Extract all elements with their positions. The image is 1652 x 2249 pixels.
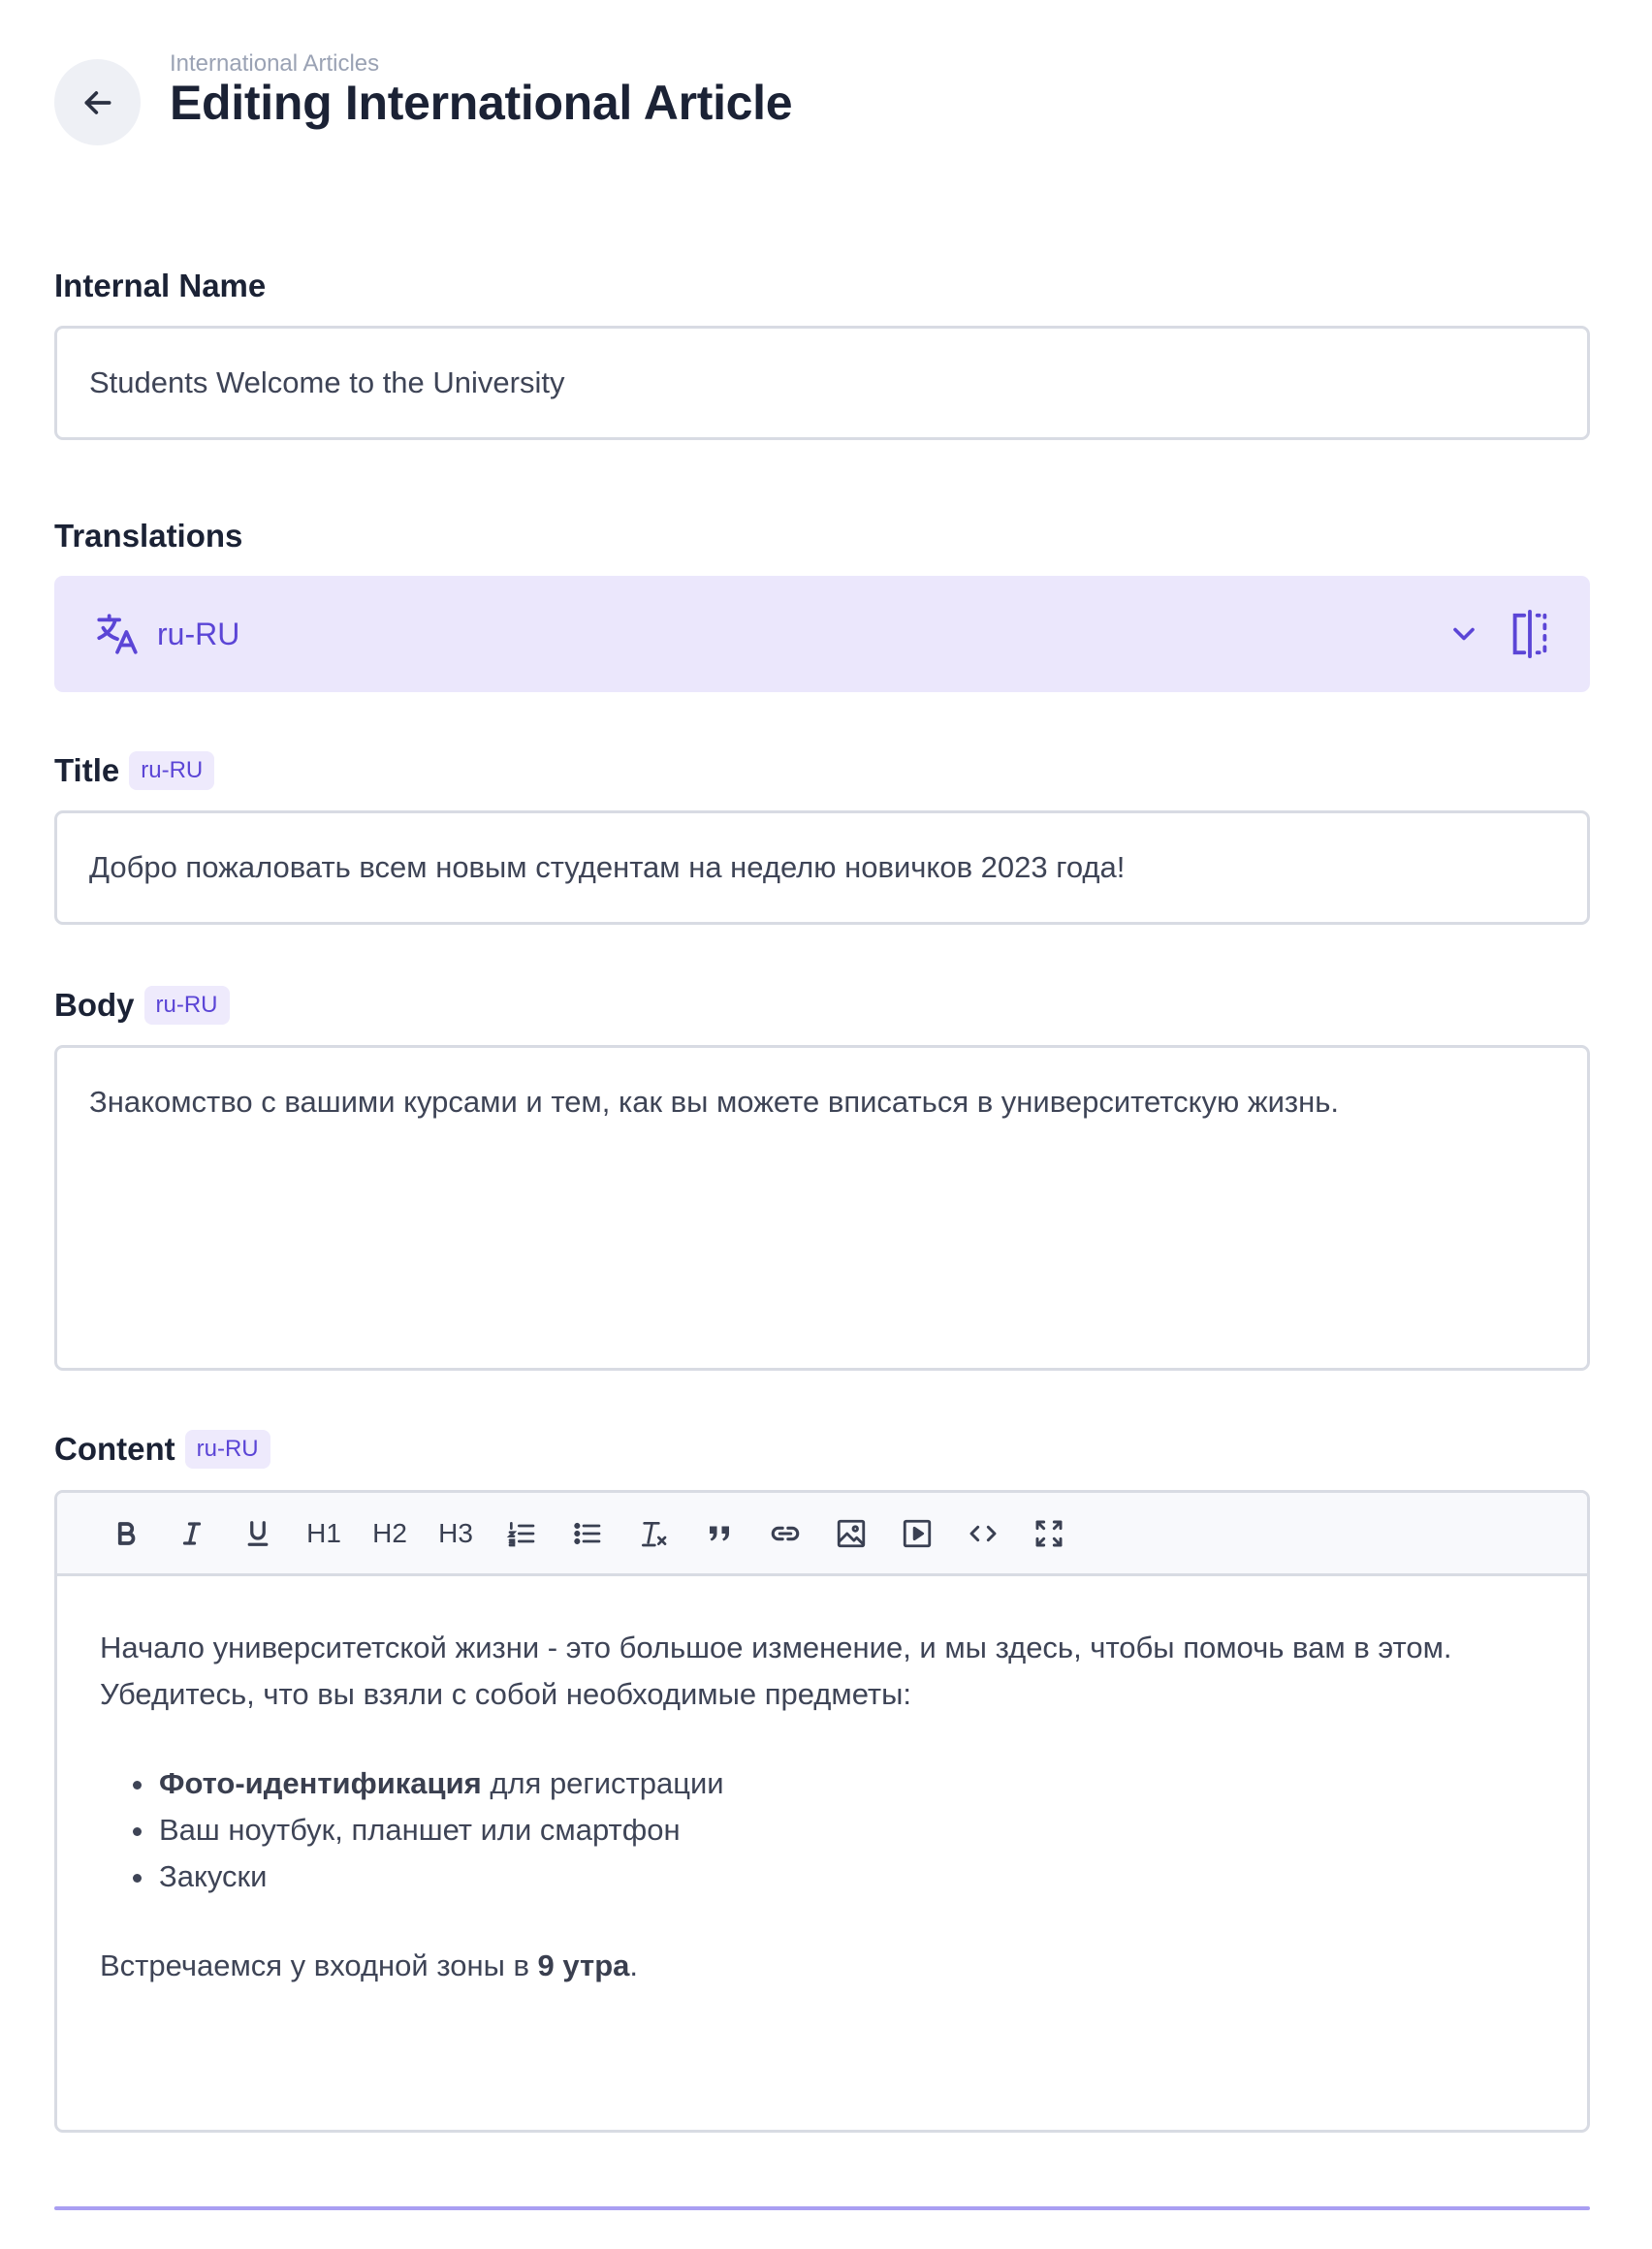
internal-name-input[interactable] xyxy=(54,326,1590,440)
translate-icon xyxy=(93,610,142,658)
body-textarea[interactable] xyxy=(54,1045,1590,1371)
body-label xyxy=(54,986,230,1025)
italic-button[interactable] xyxy=(162,1505,222,1563)
internal-name-label-text: Internal Name xyxy=(54,268,267,303)
content-editor xyxy=(54,1490,1590,2133)
underline-button[interactable] xyxy=(228,1505,288,1563)
list-item: Ваш ноутбук, планшет или смартфон xyxy=(133,1807,1529,1853)
internal-name-label xyxy=(54,268,266,304)
link-button[interactable] xyxy=(755,1505,815,1563)
title-label-text: Title xyxy=(54,752,120,788)
ordered-list-icon xyxy=(506,1518,537,1549)
italic-icon xyxy=(177,1519,206,1548)
code-icon xyxy=(968,1518,999,1549)
video-button[interactable] xyxy=(887,1505,947,1563)
list-item-bold: Фото-идентификация xyxy=(159,1766,482,1800)
image-icon xyxy=(835,1517,868,1550)
translations-label-text: Translations xyxy=(54,518,243,554)
closing-bold-time: 9 утра xyxy=(537,1948,630,1982)
page-header xyxy=(54,48,1605,145)
code-button[interactable] xyxy=(953,1505,1013,1563)
page-title: Editing International Article xyxy=(170,76,793,130)
bullet-list-button[interactable] xyxy=(557,1505,618,1563)
locale-badge: ru-RU xyxy=(144,986,230,1025)
list-item-text: для регистрации xyxy=(481,1766,724,1800)
list-item: Закуски xyxy=(133,1853,1529,1900)
clear-format-icon xyxy=(638,1518,669,1549)
translations-label xyxy=(54,518,242,554)
clear-format-button[interactable] xyxy=(623,1505,683,1563)
split-view-icon[interactable] xyxy=(1509,610,1551,658)
title-label xyxy=(54,751,214,790)
breadcrumb[interactable]: International Articles xyxy=(170,50,380,77)
body-label-text: Body xyxy=(54,987,135,1023)
arrow-left-icon xyxy=(79,83,117,122)
heading1-button[interactable]: H1 xyxy=(306,1517,341,1548)
closing-text: Встречаемся у входной зоны в xyxy=(100,1948,538,1982)
content-list xyxy=(133,1760,1529,1900)
link-icon xyxy=(769,1517,802,1550)
heading2-button[interactable]: H2 xyxy=(372,1517,407,1548)
content-closing xyxy=(100,1943,1529,1989)
fullscreen-icon xyxy=(1033,1518,1064,1549)
locale-badge: ru-RU xyxy=(185,1430,270,1469)
ordered-list-button[interactable] xyxy=(492,1505,552,1563)
image-button[interactable] xyxy=(821,1505,881,1563)
underline-icon xyxy=(243,1519,272,1548)
bottom-divider xyxy=(54,2206,1590,2210)
translations-selected-value: ru-RU xyxy=(157,616,240,651)
bold-icon xyxy=(111,1519,141,1548)
translations-select[interactable] xyxy=(54,576,1590,692)
editor-content-area[interactable] xyxy=(57,1576,1587,1989)
chevron-down-icon[interactable] xyxy=(1446,617,1481,651)
editor-toolbar xyxy=(57,1493,1587,1576)
back-button[interactable] xyxy=(54,59,141,145)
title-input[interactable] xyxy=(54,810,1590,925)
content-label-text: Content xyxy=(54,1431,175,1467)
bullet-list-icon xyxy=(572,1518,603,1549)
list-item xyxy=(133,1760,1529,1807)
bold-button[interactable] xyxy=(96,1505,156,1563)
blockquote-button[interactable] xyxy=(689,1505,749,1563)
closing-suffix: . xyxy=(629,1948,639,1982)
fullscreen-button[interactable] xyxy=(1019,1505,1079,1563)
locale-badge: ru-RU xyxy=(129,751,214,790)
video-icon xyxy=(901,1517,934,1550)
content-label xyxy=(54,1430,270,1469)
quote-icon xyxy=(705,1519,734,1548)
content-intro: Начало университетской жизни - это большое изменение, и мы здесь, чтобы помочь вам в этом. Убедитесь, что вы взяли с собой необходимые предметы: xyxy=(100,1631,1452,1711)
heading3-button[interactable]: H3 xyxy=(438,1517,473,1548)
